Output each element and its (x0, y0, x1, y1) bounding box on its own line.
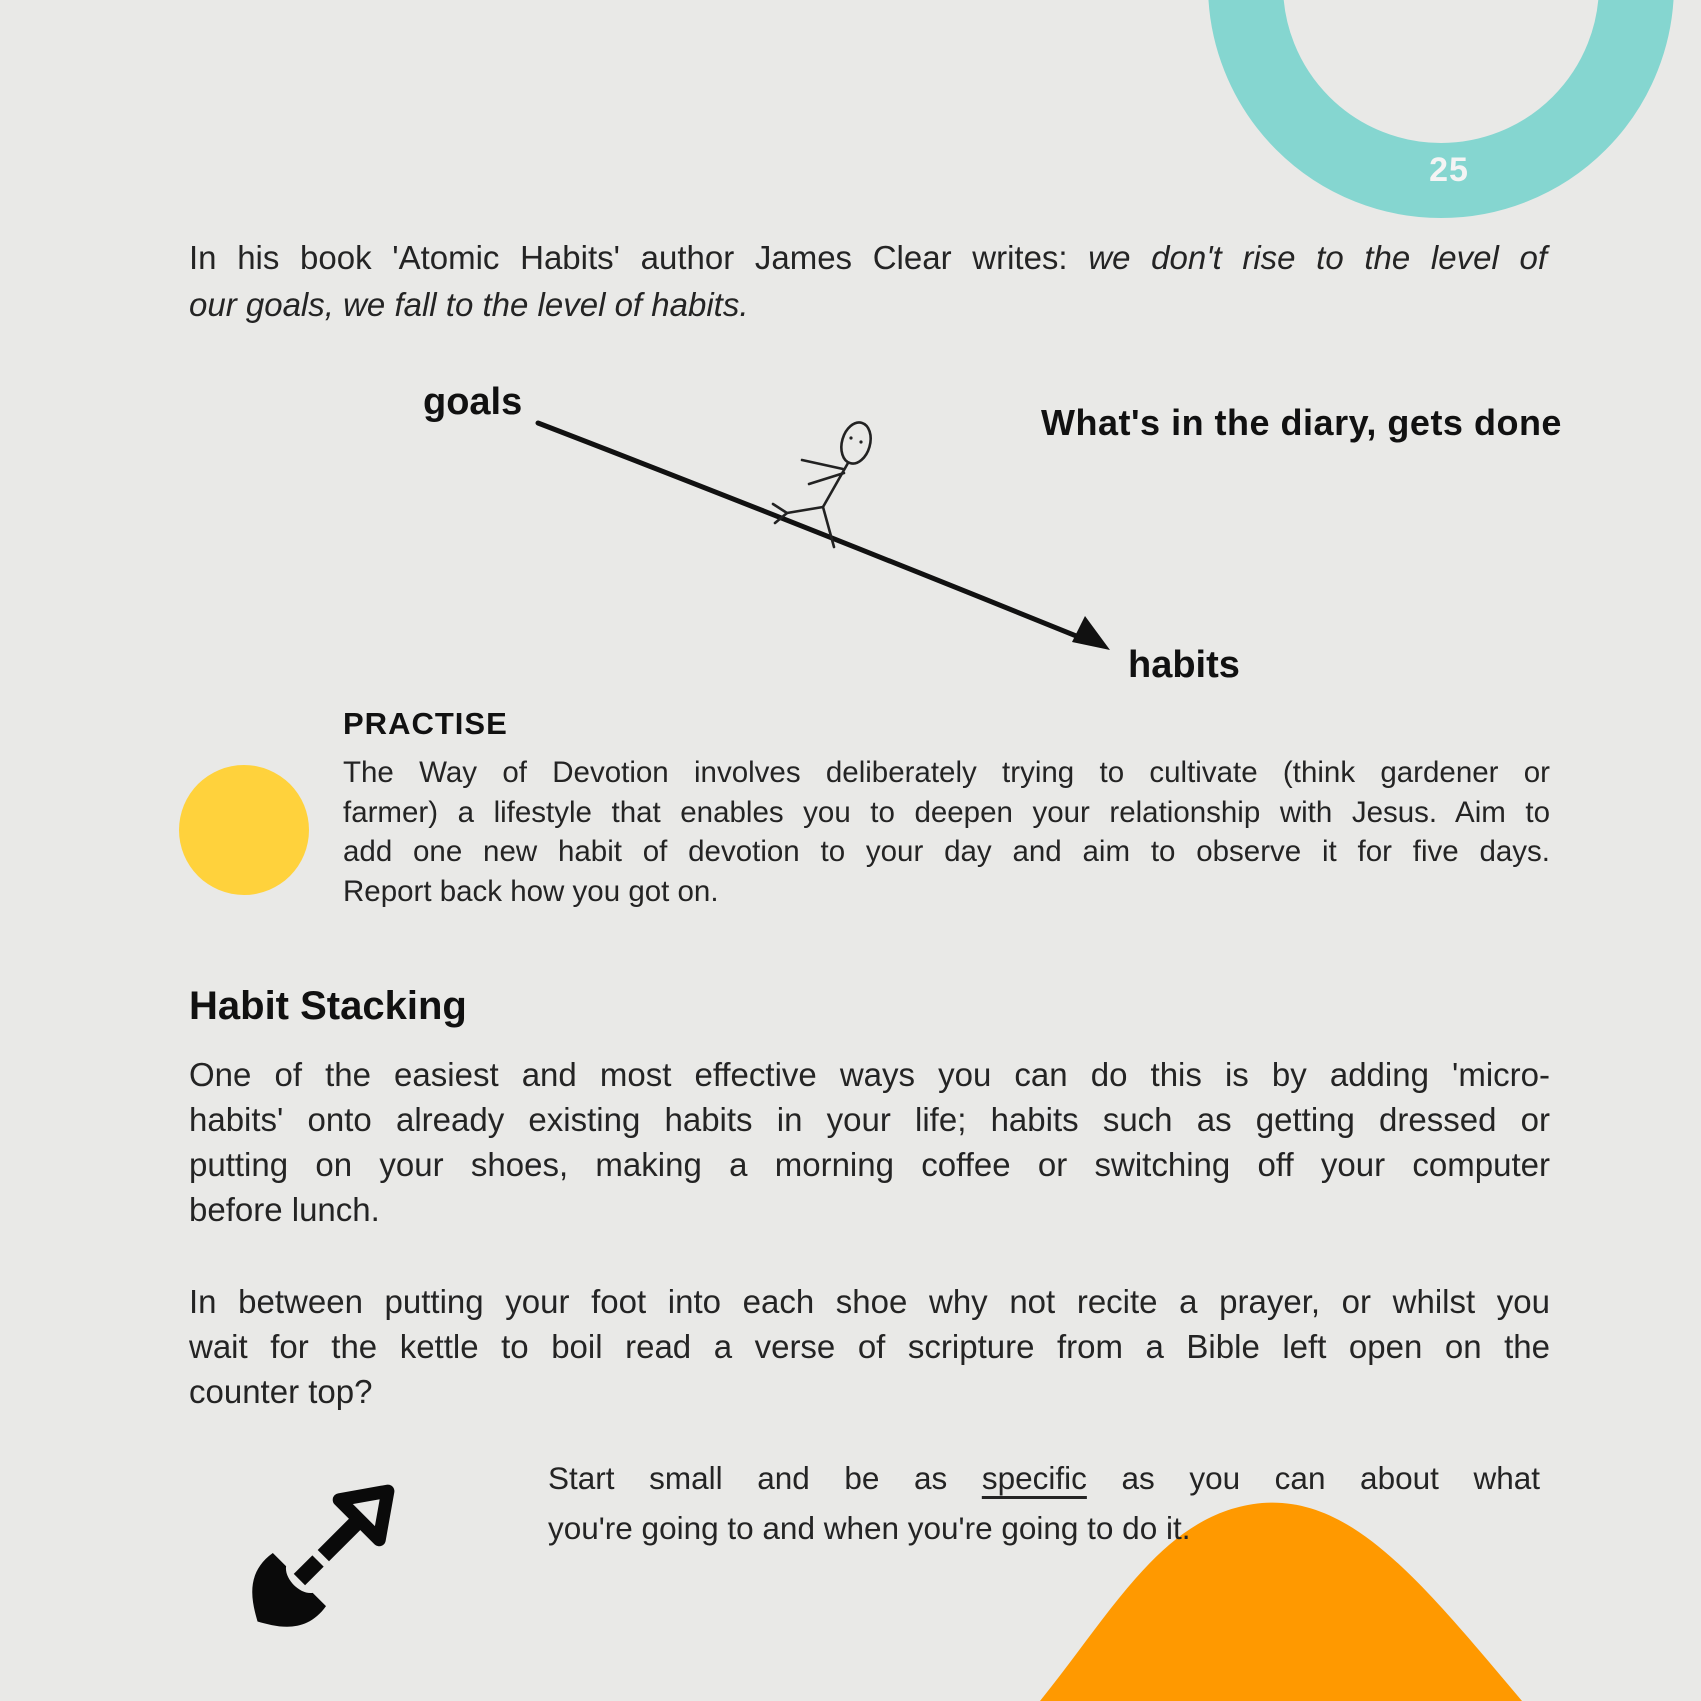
intro-paragraph (189, 234, 1547, 328)
body-line: In between putting your foot into each shoe why not recite a prayer, or whilst you (189, 1283, 1550, 1320)
stick-figure-icon (773, 419, 875, 547)
diary-caption: What's in the diary, gets done (1041, 402, 1562, 443)
action-underlined-word: specific (981, 1460, 1087, 1496)
slope-arrow (538, 423, 1110, 650)
habit-stacking-paragraph-2 (189, 1279, 1550, 1414)
intro-quote-start: we don't rise to the level of (1088, 239, 1547, 276)
practise-line: Report back how you got on. (343, 874, 719, 908)
page-number: 25 (1429, 151, 1469, 189)
goals-label: goals (423, 381, 523, 423)
habit-stacking-paragraph-1 (189, 1052, 1550, 1232)
intro-line-2: our goals, we fall to the level of habits. (189, 286, 749, 323)
body-line: habits' onto already existing habits in your life; habits such as getting dressed or (189, 1101, 1550, 1138)
shovel-icon (230, 1464, 415, 1649)
habits-label: habits (1128, 644, 1240, 686)
practise-heading: PRACTISE (343, 706, 508, 741)
practise-line: add one new habit of devotion to your day and aim to observe it for five days. (343, 835, 1550, 868)
habit-stacking-heading: Habit Stacking (189, 984, 467, 1028)
body-line: wait for the kettle to boil read a verse of scripture from a Bible left open on the (189, 1328, 1550, 1365)
action-text-before: Start small and be as (548, 1460, 982, 1496)
practise-paragraph (343, 753, 1550, 911)
intro-line-1 (189, 234, 1547, 281)
body-line: counter top? (189, 1373, 373, 1410)
action-line-1 (548, 1453, 1540, 1503)
action-paragraph (548, 1453, 1540, 1553)
action-line-2: you're going to and when you're going to do it. (548, 1510, 1191, 1546)
action-text-after: as you can about what (1086, 1460, 1541, 1496)
intro-regular-text: In his book 'Atomic Habits' author James Clear writes: (189, 239, 1089, 276)
body-line: before lunch. (189, 1191, 380, 1228)
practise-line: The Way of Devotion involves deliberately trying to cultivate (think gardener or (343, 756, 1550, 789)
yellow-circle-shape (179, 765, 309, 895)
practise-line: farmer) a lifestyle that enables you to deepen your relationship with Jesus. Aim to (343, 795, 1550, 829)
body-line: putting on your shoes, making a morning coffee or switching off your computer (189, 1146, 1550, 1183)
body-line: One of the easiest and most effective ways you can do this is by adding 'micro- (189, 1056, 1550, 1093)
